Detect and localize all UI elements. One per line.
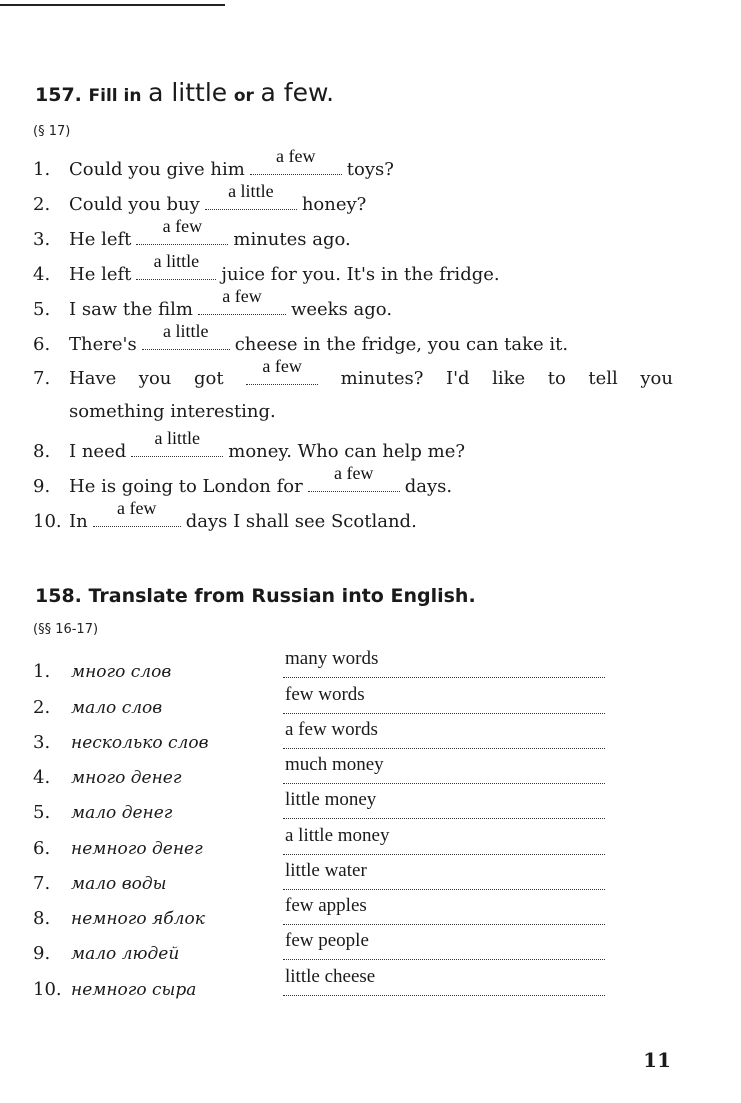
answer-blank[interactable]: a little <box>136 263 216 280</box>
ex158-item-10: 10. немного сыра little cheese <box>33 970 633 1000</box>
ex157-item-7: 7. Have you got a few minutes? I'd like to tell you something interesting. <box>33 356 673 422</box>
ex157-item-6: 6. There's a little cheese in the fridge, you can take it. <box>33 321 569 355</box>
answer-line[interactable] <box>283 854 605 855</box>
answer-line[interactable] <box>283 889 605 890</box>
ex158-item-7: 7. мало воды little water <box>33 864 633 894</box>
ex157-item-1: 1. Could you give him a few toys? <box>33 146 394 180</box>
ex158-item-5: 5. мало денег little money <box>33 793 633 823</box>
answer-blank[interactable]: a little <box>205 193 297 210</box>
ex157-item-9: 9. He is going to London for a few days. <box>33 463 453 497</box>
ex157-item-8: 8. I need a little money. Who can help me? <box>33 428 466 462</box>
answer-line[interactable] <box>283 677 605 678</box>
answer-line[interactable] <box>283 783 605 784</box>
ex158-item-6: 6. немного денег a little money <box>33 829 633 859</box>
ex157-item-3: 3. He left a few minutes ago. <box>33 216 351 250</box>
ex157-item-2: 2. Could you buy a little honey? <box>33 181 367 215</box>
answer-line[interactable] <box>283 713 605 714</box>
answer-blank[interactable]: a few <box>246 368 318 385</box>
answer-blank[interactable]: a little <box>142 333 230 350</box>
ex157-title: 157. Fill in a little or a few. <box>35 78 335 107</box>
answer-line[interactable] <box>283 924 605 925</box>
ex157-item-5: 5. I saw the film a few weeks ago. <box>33 286 393 320</box>
ex158-item-1: 1. много слов many words <box>33 652 633 682</box>
ex158-item-4: 4. много денег much money <box>33 758 633 788</box>
answer-line[interactable] <box>283 959 605 960</box>
page-number: 11 <box>643 1048 671 1072</box>
answer-blank[interactable]: a few <box>308 475 400 492</box>
ex158-item-8: 8. немного яблок few apples <box>33 899 633 929</box>
ex158-title: 158. Translate from Russian into English. <box>35 585 476 607</box>
ex157-item-10: 10. In a few days I shall see Scotland. <box>33 498 417 532</box>
ex157-ref: (§ 17) <box>33 124 71 139</box>
answer-blank[interactable]: a few <box>250 158 342 175</box>
answer-blank[interactable]: a few <box>198 298 286 315</box>
top-rule <box>0 4 225 6</box>
ex158-item-2: 2. мало слов few words <box>33 688 633 718</box>
ex158-item-9: 9. мало людей few people <box>33 934 633 964</box>
answer-line[interactable] <box>283 995 605 996</box>
ex158-ref: (§§ 16-17) <box>33 622 99 637</box>
answer-line[interactable] <box>283 748 605 749</box>
answer-blank[interactable]: a little <box>131 440 223 457</box>
ex158-item-3: 3. несколько слов a few words <box>33 723 633 753</box>
answer-blank[interactable]: a few <box>93 510 181 527</box>
ex157-item-4: 4. He left a little juice for you. It's in the fridge. <box>33 251 500 285</box>
answer-line[interactable] <box>283 818 605 819</box>
answer-blank[interactable]: a few <box>136 228 228 245</box>
